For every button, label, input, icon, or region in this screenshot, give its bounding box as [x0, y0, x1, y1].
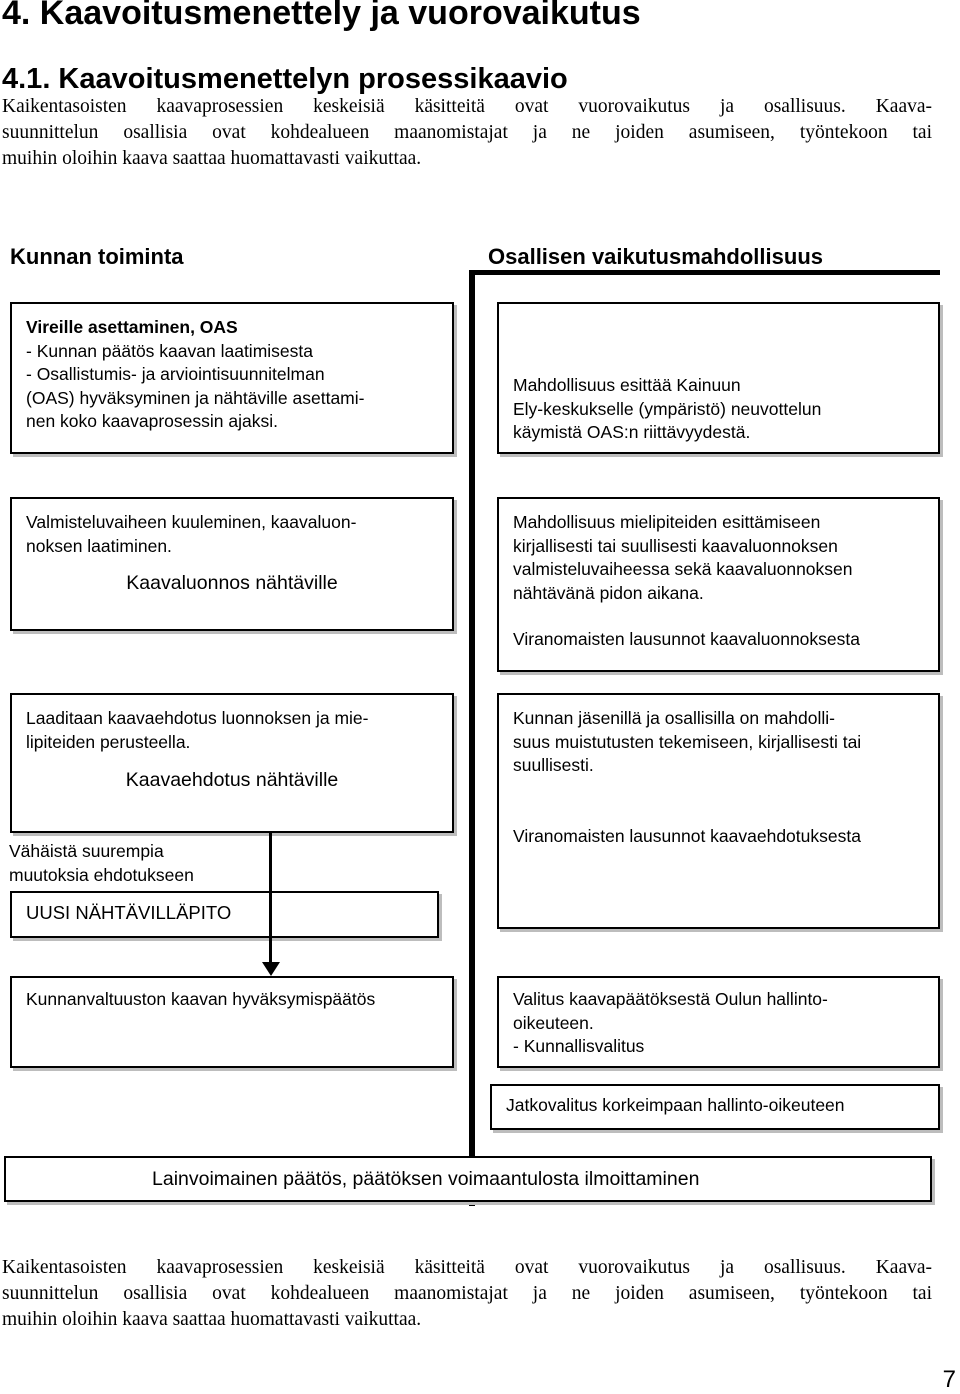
side-note-line: Vähäistä suurempia [9, 841, 164, 861]
stage4-right-line: - Kunnallisvalitus [513, 1036, 645, 1056]
page-heading: 4. Kaavoitusmenettely ja vuorovaikutus [2, 0, 641, 32]
final-box [4, 1156, 932, 1202]
stage3-right-line: suullisesti. [513, 755, 594, 775]
stage1-right-box [497, 302, 940, 454]
new-display-label: UUSI NÄHTÄVILLÄPITO [26, 902, 232, 923]
stage4-right-box [497, 976, 940, 1068]
stage2-left-box [10, 497, 454, 631]
column-header-participant: Osallisen vaikutusmahdollisuus [488, 244, 823, 269]
page-number: 7 [942, 1366, 956, 1393]
stage2-right-line: Mahdollisuus mielipiteiden esittämiseen [513, 512, 821, 532]
stage1-right-line: Mahdollisuus esittää Kainuun [513, 375, 741, 395]
stage4-right-line: Valitus kaavapäätöksestä Oulun hallinto- [513, 989, 828, 1009]
flow-arrow-shaft [269, 833, 272, 968]
stage3-highlight: Kaavaehdotus nähtäville [125, 769, 339, 791]
stage2-highlight: Kaavaluonnos nähtäville [126, 572, 338, 594]
stage1-right-line: Ely-keskukselle (ympäristö) neuvottelun [513, 398, 822, 419]
center-divider [469, 270, 475, 1206]
stage1-line: (OAS) hyväksyminen ja nähtäville asettami- [26, 387, 365, 408]
outro-line: muihin oloihin kaava saattaa huomattavasti vaikuttaa. [2, 1309, 422, 1330]
stage2-right-line: nähtävänä pidon aikana. [513, 582, 704, 603]
stage1-right-line: käymistä OAS:n riittävyydestä. [513, 422, 751, 442]
stage1-left-box [10, 302, 454, 454]
stage3-right-line: Kunnan jäsenillä ja osallisilla on mahdolli- [513, 708, 835, 728]
stage4-left-box [10, 976, 454, 1068]
intro-line: muihin oloihin kaava saattaa huomattavasti vaikuttaa. [2, 148, 422, 169]
stage2-right-note: Viranomaisten lausunnot kaavaluonnoksesta [513, 629, 860, 649]
intro-line: Kaikentasoisten kaavaprosessien keskeisiä käsitteitä ovat vuorovaikutus ja osallisuus. Kaava- [2, 96, 932, 117]
final-label: Lainvoimainen päätös, päätöksen voimaantulosta ilmoittaminen [152, 1168, 700, 1190]
stage3-side-note [9, 840, 194, 887]
stage1-title: Vireille asettaminen, OAS [26, 317, 238, 337]
header-rule [470, 270, 940, 275]
stage3-line: lipiteiden perusteella. [26, 731, 191, 752]
stage3-line: Laaditaan kaavaehdotus luonnoksen ja mie- [26, 708, 369, 728]
column-header-municipality: Kunnan toiminta [10, 244, 184, 269]
intro-line: suunnittelun osallisia ovat kohdealueen maanomistajat ja ne joiden asumiseen, työntekoon tai [2, 122, 932, 143]
stage4-right-line: oikeuteen. [513, 1012, 594, 1033]
stage3-right-line: suus muistutusten tekemiseen, kirjallisesti tai [513, 731, 862, 752]
stage1-line: nen koko kaavaprosessin ajaksi. [26, 411, 278, 431]
stage3-right-box [497, 693, 940, 929]
stage1-line: - Osallistumis- ja arviointisuunnitelman [26, 364, 325, 384]
stage2-right-box [497, 497, 940, 672]
stage4-label: Kunnanvaltuuston kaavan hyväksymispäätös [26, 989, 376, 1009]
stage2-line: noksen laatiminen. [26, 535, 172, 556]
new-display-box [10, 891, 439, 938]
stage3-right-note: Viranomaisten lausunnot kaavaehdotuksesta [513, 825, 861, 846]
side-note-line: muutoksia ehdotukseen [9, 864, 194, 885]
outro-line: suunnittelun osallisia ovat kohdealueen maanomistajat ja ne joiden asumiseen, työntekoon tai [2, 1283, 932, 1304]
section-heading: 4.1. Kaavoitusmenettelyn prosessikaavio [2, 63, 568, 95]
intro-paragraph [2, 94, 932, 172]
appeal-label: Jatkovalitus korkeimpaan hallinto-oikeuteen [506, 1095, 845, 1115]
outro-line: Kaikentasoisten kaavaprosessien keskeisiä käsitteitä ovat vuorovaikutus ja osallisuus. Kaava- [2, 1257, 932, 1278]
stage3-left-box [10, 693, 454, 833]
stage2-right-line: valmisteluvaiheessa sekä kaavaluonnoksen [513, 559, 853, 579]
stage2-right-line: kirjallisesti tai suullisesti kaavaluonnoksen [513, 535, 838, 556]
outro-paragraph [2, 1255, 932, 1333]
stage2-line: Valmisteluvaiheen kuuleminen, kaavaluon- [26, 512, 357, 532]
stage1-line: - Kunnan päätös kaavan laatimisesta [26, 340, 313, 361]
down-arrow-icon [262, 962, 280, 976]
appeal-box [490, 1084, 940, 1130]
